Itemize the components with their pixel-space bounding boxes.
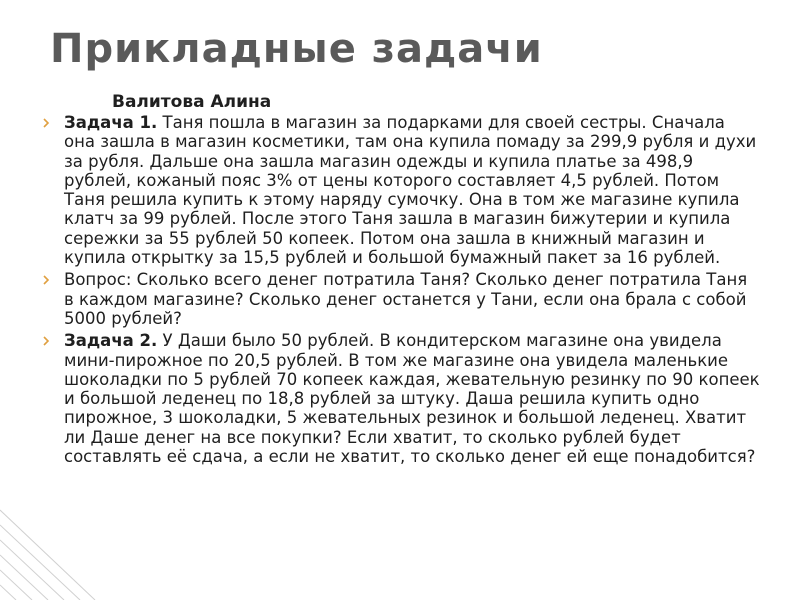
task-2-text: У Даши было 50 рублей. В кондитерском магазине она увидела мини-пирожное по 20,5 рублей. В том же магазине она увидела маленькие шоколадки по 5 рублей 70 копеек каждая, жевательную резинку по 90 копеек и большой леденец по 18,8 рублей за штуку. Даша решила купить одно пирожное, 3 шоколадки, 5 жевательных резинок и большой леденец. Хватит ли Даше денег на все покупки? Если хватит, то сколько рублей будет составлять её сдача, а если не хватит, то сколько денег ей еще понадобится?	[64, 331, 760, 467]
task-2-label: Задача 2.	[64, 331, 158, 351]
slide-title: Прикладные задачи	[50, 26, 543, 72]
corner-decoration-lines	[0, 480, 800, 600]
task-1-paragraph	[40, 113, 760, 267]
question-text: Вопрос: Сколько всего денег потратила Таня? Сколько денег потратила Таня в каждом магазине? Сколько денег останется у Тани, если она брала с собой 5000 рублей?	[64, 270, 748, 328]
task-2-paragraph	[40, 331, 760, 466]
question-paragraph	[40, 270, 760, 328]
task-1-text: Таня пошла в магазин за подарками для своей сестры. Сначала она зашла в магазин косметики, там она купила помаду за 299,9 рубля и духи за рубля. Дальше она зашла магазин одежды и купила платье за 498,9 рублей, кожаный пояс 3% от цены которого составляет 4,5 рублей. Потом Таня решила купить к этому наряду сумочку. Она в том же магазине купила клатч за 99 рублей. После этого Таня зашла в магазин бижутерии и купила сережки за 55 рублей 50 копеек. Потом она зашла в книжный магазин и купила открытку за 15,5 рублей и большой бумажный пакет за 16 рублей.	[64, 113, 757, 268]
chevron-right-icon	[40, 270, 54, 289]
author-name: Валитова Алина	[112, 92, 272, 112]
chevron-right-icon	[40, 331, 54, 350]
task-1-label: Задача 1.	[64, 113, 158, 132]
chevron-right-icon	[40, 113, 54, 132]
slide-body	[40, 113, 760, 469]
